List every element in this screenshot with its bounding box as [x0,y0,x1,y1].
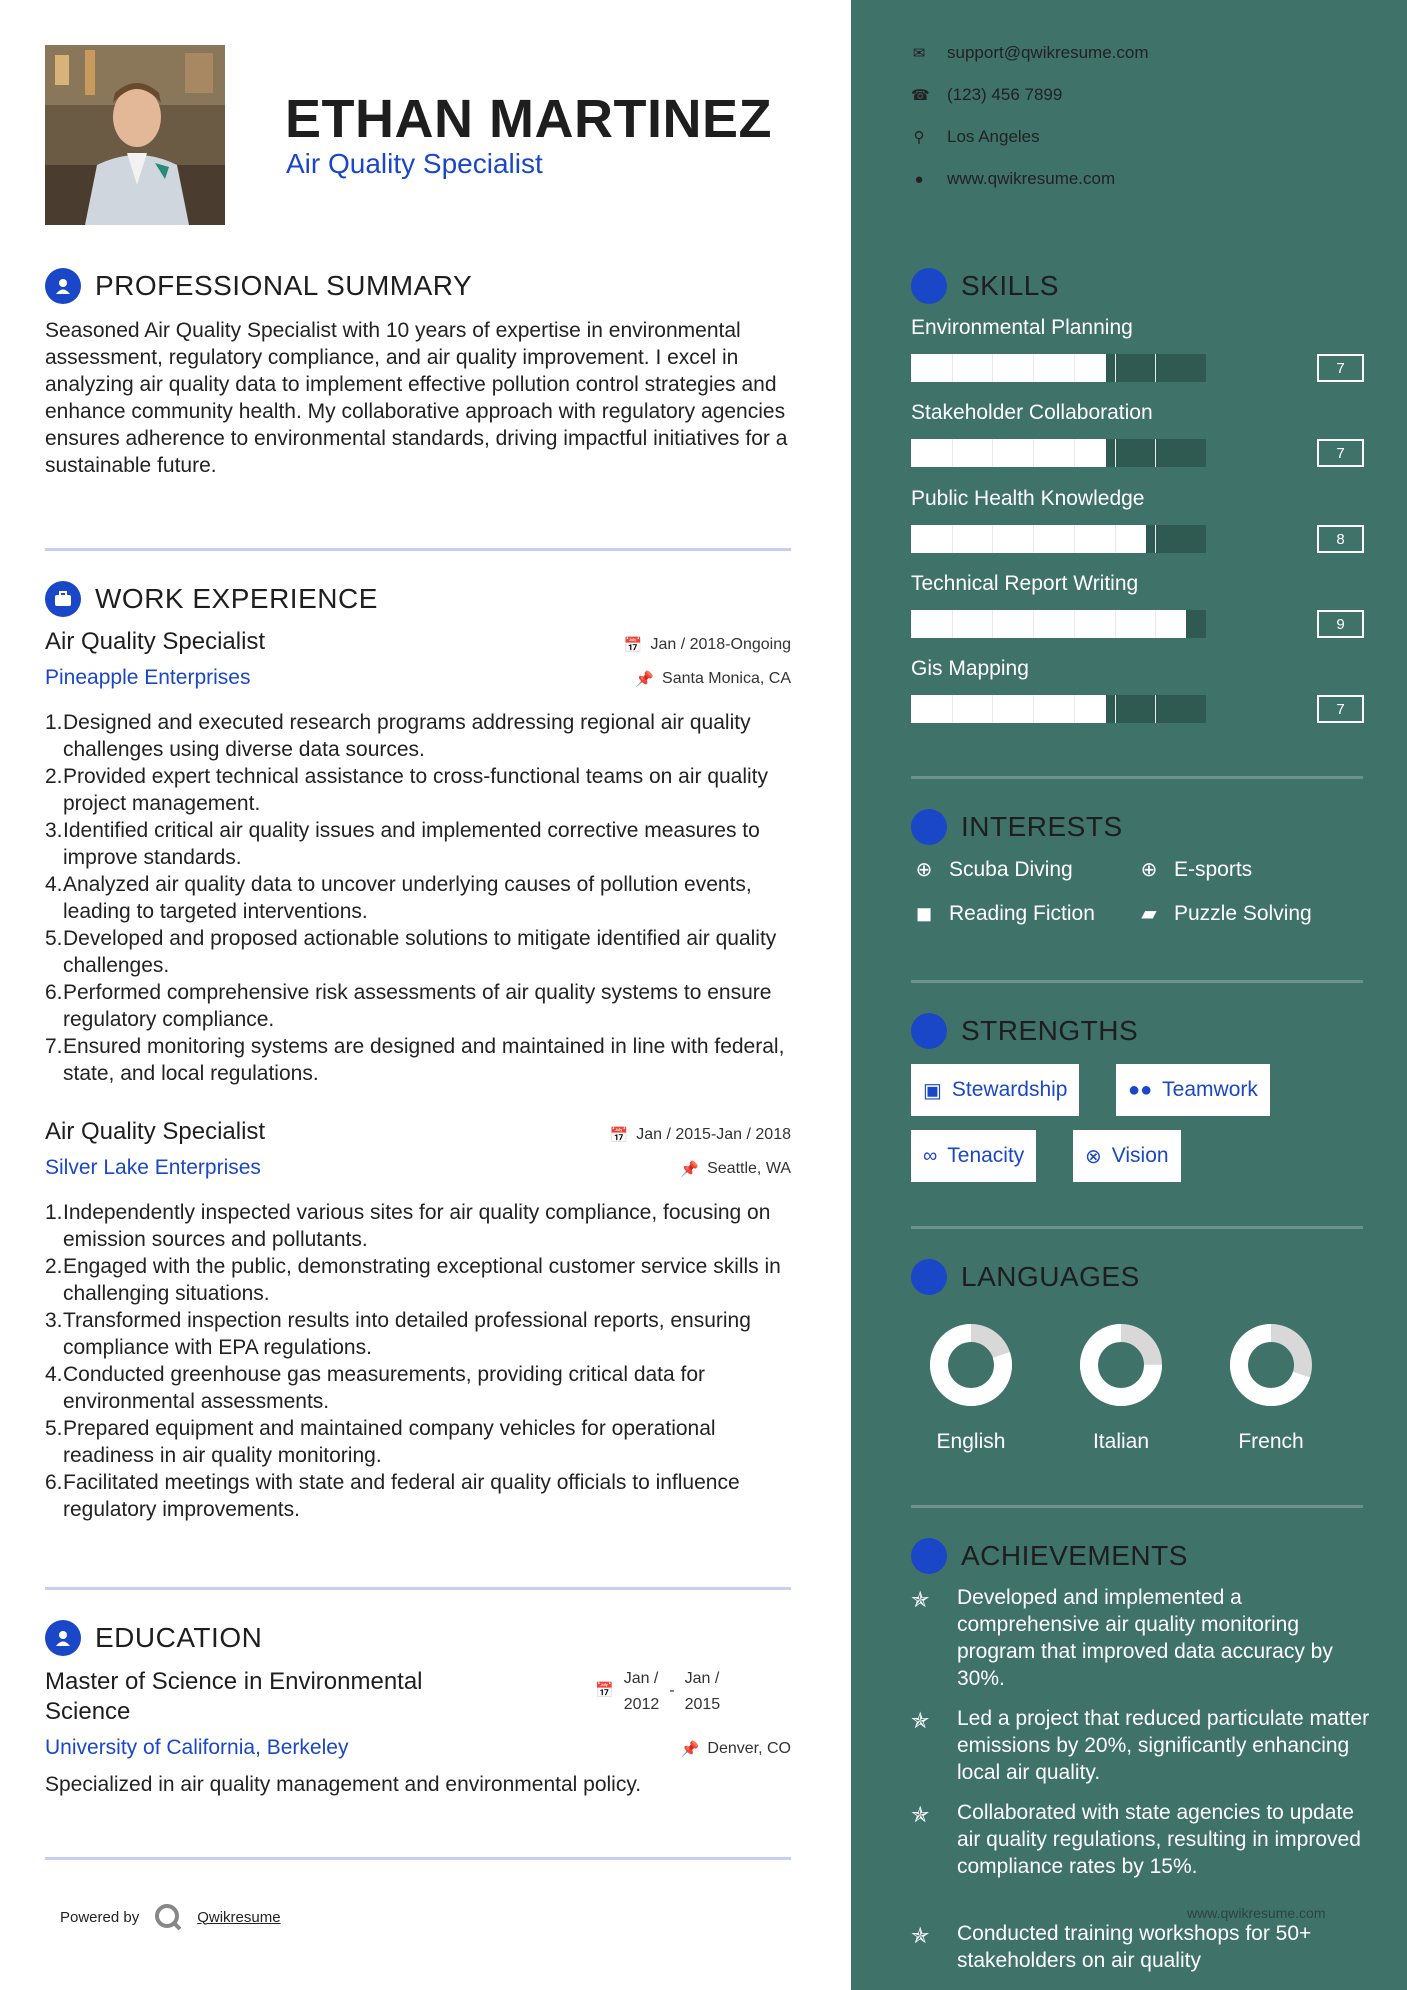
skill-level-badge: 7 [1317,695,1364,723]
skill-bar [911,610,1206,638]
contact-phone[interactable] [911,85,1062,105]
brand-link[interactable]: Qwikresume [197,1908,281,1926]
list-item: 3. Transformed inspection results into detailed professional reports, ensuring compliance with EPA regulations. [45,1309,751,1359]
pin-icon: 📌 [635,671,655,688]
skill-name: Gis Mapping [911,657,1029,680]
skill-level-badge: 8 [1317,525,1364,553]
section-divider [45,1587,791,1590]
award-icon [911,1538,947,1574]
list-item: 5. Developed and proposed actionable solutions to mitigate identified air quality challenges. [45,927,777,977]
job-duties [45,1199,805,1523]
book-icon: ▰ [1141,903,1157,925]
skill-bar-segment [952,695,953,723]
calendar-icon: 📅 [609,1127,629,1144]
achievement-text: Developed and implemented a comprehensive air quality monitoring program that improved data accuracy by 30%. [957,1586,1333,1690]
skill-bar-segment [1074,695,1075,723]
job-duties [45,709,805,1087]
star-icon: ✯ [911,1587,930,1612]
summary-heading [45,268,472,304]
education-end-month: Jan / [684,1670,720,1687]
gamepad-icon: ◼ [915,903,933,925]
strength-badge [911,1130,1036,1182]
skill-bar-segment [1155,354,1156,382]
language-item [1061,1322,1181,1454]
education-dates [595,1666,720,1718]
section-divider [45,1857,791,1860]
job-company: Pineapple Enterprises [45,666,251,689]
lightbulb-icon [911,268,947,304]
interests-heading [911,809,1123,845]
globe-icon: ● [914,170,924,188]
skill-bar-segment [952,439,953,467]
job-dates-text: Jan / 2015-Jan / 2018 [636,1126,791,1143]
powered-by [60,1902,281,1932]
skill-name: Technical Report Writing [911,572,1139,595]
language-item [1211,1322,1331,1454]
job-role: Air Quality Specialist [45,628,266,655]
graduation-cap-icon [45,1620,81,1656]
interest-item [911,901,1095,926]
skill-bar-fill [911,354,1106,382]
section-title: ACHIEVEMENTS [961,1540,1188,1571]
watermark: www.qwikresume.com [1187,1905,1326,1921]
job-company: Silver Lake Enterprises [45,1156,261,1179]
skill-bar-segment [1033,525,1034,553]
achievement-item [911,1705,1371,1786]
achievement-text: Collaborated with state agencies to update air quality regulations, resulting in improved compliance rates by 15%. [957,1801,1361,1878]
skill-bar [911,525,1206,553]
education-location-text: Denver, CO [707,1740,791,1757]
education-start-month: Jan / [623,1670,659,1687]
job-location-text: Seattle, WA [707,1160,791,1177]
achievement-item [911,1799,1371,1880]
section-title: SKILLS [961,270,1059,301]
link-icon: ∞ [923,1144,938,1167]
skill-name: Environmental Planning [911,316,1133,339]
skill-bar-segment [1155,610,1156,638]
life-ring-icon: ⊕ [915,859,933,881]
skill-bar-segment [1115,439,1116,467]
skill-bar-segment [1155,439,1156,467]
skill-bar-segment [992,525,993,553]
pin-icon: 📌 [680,1741,700,1758]
skill-bar-segment [952,354,953,382]
skill-bar-segment [992,354,993,382]
sidebar-divider [911,776,1363,779]
education-school: University of California, Berkeley [45,1736,349,1759]
sidebar-divider [911,1226,1363,1229]
language-donut [1228,1322,1314,1408]
skill-level-badge: 7 [1317,354,1364,382]
skill-bar-segment [1074,610,1075,638]
contact-location-text: Los Angeles [947,127,1040,146]
interest-label: E-sports [1174,857,1253,881]
achievement-item [911,1920,1371,1974]
skill-name: Stakeholder Collaboration [911,401,1153,424]
skill-bar [911,354,1206,382]
language-icon [911,1259,947,1295]
education-location [681,1740,791,1758]
work-heading [45,581,378,617]
skill-bar-segment [1033,610,1034,638]
life-ring-icon: ⊕ [1140,859,1158,881]
education-heading [45,1620,262,1656]
education-degree: Master of Science in Environmental Science [45,1668,423,1725]
skill-bar-fill [911,610,1186,638]
list-item: 2. Engaged with the public, demonstrating exceptional customer service skills in challenging situations. [45,1255,781,1305]
achievement-item [911,1584,1371,1692]
section-title: STRENGTHS [961,1015,1139,1046]
list-item: 3. Identified critical air quality issues and implemented corrective measures to improve standards. [45,819,760,869]
candidate-name: ETHAN MARTINEZ [285,89,772,149]
skill-bar-segment [1115,354,1116,382]
skill-bar-fill [911,439,1106,467]
language-donut [1078,1322,1164,1408]
strength-label: Vision [1111,1144,1169,1167]
list-item: 6. Facilitated meetings with state and federal air quality officials to influence regulatory improvements. [45,1471,740,1521]
calendar-icon: 📅 [623,637,643,654]
list-item: 2. Provided expert technical assistance to cross-functional teams on air quality project management. [45,765,769,815]
job-dates-text: Jan / 2018-Ongoing [650,636,791,653]
job-dates [624,636,791,654]
language-name: French [1238,1430,1304,1453]
profile-photo [45,45,225,225]
education-date-dash: - [669,1682,675,1699]
users-icon: ●● [1128,1078,1153,1101]
briefcase-icon [45,581,81,617]
sidebar-divider [911,980,1363,983]
achievement-text: Conducted training workshops for 50+ stakeholders on air quality [957,1922,1312,1972]
skill-bar-segment [1115,525,1116,553]
phone-icon: ☎ [911,87,930,104]
skill-bar-segment [992,610,993,638]
skill-name: Public Health Knowledge [911,487,1145,510]
job-role: Air Quality Specialist [45,1118,266,1145]
contact-email[interactable] [911,43,1149,63]
language-donut [928,1322,1014,1408]
sidebar-divider [911,1505,1363,1508]
job-location-text: Santa Monica, CA [662,670,791,687]
strength-label: Tenacity [947,1144,1025,1167]
hand-icon [911,1013,947,1049]
job-location [635,670,791,688]
candidate-title: Air Quality Specialist [286,148,543,179]
skill-bar [911,695,1206,723]
star-icon: ✯ [911,1708,930,1733]
user-icon [45,268,81,304]
education-end-year: 2015 [684,1696,721,1713]
skill-bar [911,439,1206,467]
achievements-heading [911,1538,1188,1574]
skill-bar-segment [992,695,993,723]
star-icon: ✯ [911,1802,930,1827]
list-item: 5. Prepared equipment and maintained company vehicles for operational readiness in air quality monitoring. [45,1417,716,1467]
list-item: 6. Performed comprehensive risk assessments of air quality systems to ensure regulatory compliance. [45,981,772,1031]
list-item: 4. Analyzed air quality data to uncover underlying causes of pollution events, leading to targeted interventions. [45,873,752,923]
section-title: EDUCATION [95,1622,263,1653]
strength-label: Stewardship [951,1078,1068,1101]
skill-bar-segment [1115,610,1116,638]
language-name: Italian [1092,1430,1150,1453]
location-pin-icon: ⚲ [913,129,925,146]
skill-level-badge: 7 [1317,439,1364,467]
contact-location [911,127,1040,147]
language-name: English [936,1430,1006,1453]
skill-bar-segment [1074,439,1075,467]
skill-bar-segment [1033,354,1034,382]
job-location [680,1160,791,1178]
skills-heading [911,268,1059,304]
powered-by-label: Powered by [60,1908,140,1926]
skill-bar-segment [1074,525,1075,553]
skill-bar-segment [1155,525,1156,553]
summary-text: Seasoned Air Quality Specialist with 10 years of expertise in environmental assessment, regulatory compliance, and air quality improvement. I excel in analyzing air quality data to implement effective pollution control strategies and enhance community health. My collaborative approach with regulatory agencies ensures adherence to environmental standards, driving impactful initiatives for a sustainable future. [45,319,788,477]
skill-bar-fill [911,525,1146,553]
strengths-heading [911,1013,1138,1049]
interest-item [1136,901,1312,926]
education-description: Specialized in air quality management and environmental policy. [45,1773,642,1796]
skill-bar-segment [1074,354,1075,382]
star-icon: ✯ [911,1923,930,1948]
education-start [624,1666,660,1718]
interest-label: Puzzle Solving [1174,901,1312,925]
skill-bar-segment [1033,439,1034,467]
envelope-icon: ✉ [912,45,926,62]
qwikresume-logo-icon [153,1902,183,1932]
education-end [685,1666,721,1718]
skill-bar-segment [1033,695,1034,723]
contact-website-text: www.qwikresume.com [947,169,1116,188]
skill-level-badge: 9 [1317,610,1364,638]
section-title: INTERESTS [961,811,1123,842]
interest-label: Reading Fiction [949,901,1095,925]
strength-label: Teamwork [1162,1078,1258,1101]
contact-website[interactable] [911,169,1115,189]
list-item: 1. Designed and executed research programs addressing regional air quality challenges using diverse data sources. [45,711,751,761]
list-item: 1. Independently inspected various sites for air quality compliance, focusing on emission sources and pollutants. [45,1201,771,1251]
strength-badge [911,1064,1079,1116]
section-title: PROFESSIONAL SUMMARY [95,270,473,301]
section-divider [45,548,791,551]
section-title: WORK EXPERIENCE [95,583,378,614]
skill-bar-segment [952,610,953,638]
list-item: 4. Conducted greenhouse gas measurements, providing critical data for environmental assessments. [45,1363,706,1413]
list-item: 7. Ensured monitoring systems are designed and maintained in line with federal, state, and local regulations. [45,1035,785,1085]
skill-bar-segment [1155,695,1156,723]
briefcase-icon: ▣ [923,1079,942,1102]
strength-badge [1073,1130,1181,1182]
calendar-icon: 📅 [595,1682,614,1699]
languages-heading [911,1259,1140,1295]
contact-email-text: support@qwikresume.com [947,43,1149,62]
pin-icon: 📌 [680,1161,700,1178]
skill-bar-segment [992,439,993,467]
language-item [911,1322,1031,1454]
strength-badge [1116,1064,1270,1116]
interest-label: Scuba Diving [949,857,1073,881]
contact-phone-text: (123) 456 7899 [947,85,1063,104]
interest-item [1136,857,1252,882]
binoculars-icon: ⊗ [1085,1145,1102,1168]
skill-bar-segment [952,525,953,553]
interest-item [911,857,1073,882]
skill-bar-segment [1115,695,1116,723]
paper-plane-icon [911,809,947,845]
education-start-year: 2012 [623,1696,660,1713]
section-title: LANGUAGES [961,1261,1140,1292]
job-dates [610,1126,791,1144]
skill-bar-fill [911,695,1106,723]
achievement-text: Led a project that reduced particulate matter emissions by 20%, significantly enhancing local air quality. [957,1707,1370,1784]
